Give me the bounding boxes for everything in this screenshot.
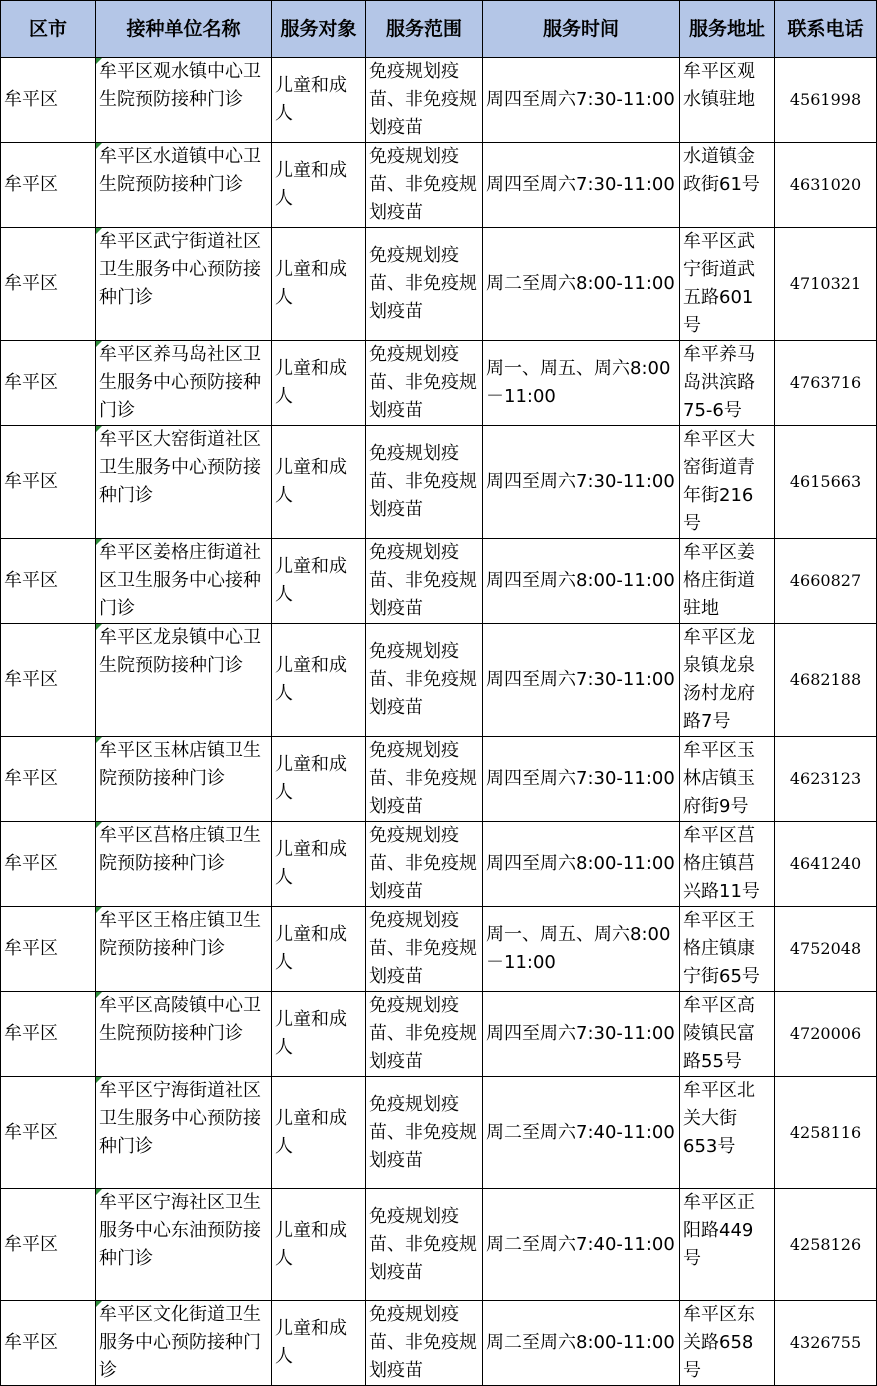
cell-city: 牟平区 (1, 341, 96, 426)
cell-time: 周二至周六8:00-11:00 (483, 228, 680, 341)
cell-unit-name: 牟平区武宁街道社区卫生服务中心预防接种门诊 (96, 228, 272, 341)
cell-phone: 4561998 (775, 58, 877, 143)
cell-phone: 4641240 (775, 822, 877, 907)
cell-phone: 4258126 (775, 1189, 877, 1301)
table-row (1, 624, 877, 737)
cell-unit-name: 牟平区王格庄镇卫生院预防接种门诊 (96, 907, 272, 992)
cell-phone: 4660827 (775, 539, 877, 624)
cell-scope: 免疫规划疫苗、非免疫规划疫苗 (366, 1077, 483, 1189)
cell-phone: 4326755 (775, 1301, 877, 1386)
cell-city: 牟平区 (1, 1301, 96, 1386)
cell-unit-name: 牟平区观水镇中心卫生院预防接种门诊 (96, 58, 272, 143)
table-row (1, 539, 877, 624)
cell-phone: 4752048 (775, 907, 877, 992)
cell-target: 儿童和成人 (272, 1189, 366, 1301)
cell-city: 牟平区 (1, 228, 96, 341)
cell-address: 牟平区高陵镇民富路55号 (680, 992, 775, 1077)
cell-phone: 4720006 (775, 992, 877, 1077)
cell-scope: 免疫规划疫苗、非免疫规划疫苗 (366, 1301, 483, 1386)
cell-address: 牟平区玉林店镇玉府街9号 (680, 737, 775, 822)
cell-scope: 免疫规划疫苗、非免疫规划疫苗 (366, 624, 483, 737)
header-phone: 联系电话 (775, 1, 877, 58)
table-row (1, 228, 877, 341)
cell-target: 儿童和成人 (272, 624, 366, 737)
cell-target: 儿童和成人 (272, 1077, 366, 1189)
table-row (1, 341, 877, 426)
table-body (1, 58, 877, 1386)
header-unit-name: 接种单位名称 (96, 1, 272, 58)
cell-city: 牟平区 (1, 737, 96, 822)
cell-target: 儿童和成人 (272, 228, 366, 341)
table-row (1, 907, 877, 992)
cell-time: 周二至周六8:00-11:00 (483, 1301, 680, 1386)
cell-phone: 4710321 (775, 228, 877, 341)
cell-scope: 免疫规划疫苗、非免疫规划疫苗 (366, 1189, 483, 1301)
header-address: 服务地址 (680, 1, 775, 58)
cell-phone: 4623123 (775, 737, 877, 822)
cell-unit-name: 牟平区养马岛社区卫生服务中心预防接种门诊 (96, 341, 272, 426)
cell-target: 儿童和成人 (272, 539, 366, 624)
cell-time: 周四至周六8:00-11:00 (483, 822, 680, 907)
cell-phone: 4763716 (775, 341, 877, 426)
table-row (1, 992, 877, 1077)
cell-unit-name: 牟平区文化街道卫生服务中心预防接种门诊 (96, 1301, 272, 1386)
table-row (1, 143, 877, 228)
cell-phone: 4682188 (775, 624, 877, 737)
cell-time: 周四至周六7:30-11:00 (483, 58, 680, 143)
cell-scope: 免疫规划疫苗、非免疫规划疫苗 (366, 341, 483, 426)
cell-address: 牟平区北关大街653号 (680, 1077, 775, 1189)
cell-unit-name: 牟平区高陵镇中心卫生院预防接种门诊 (96, 992, 272, 1077)
cell-target: 儿童和成人 (272, 58, 366, 143)
cell-scope: 免疫规划疫苗、非免疫规划疫苗 (366, 228, 483, 341)
cell-unit-name: 牟平区水道镇中心卫生院预防接种门诊 (96, 143, 272, 228)
cell-unit-name: 牟平区莒格庄镇卫生院预防接种门诊 (96, 822, 272, 907)
cell-city: 牟平区 (1, 907, 96, 992)
cell-address: 牟平区观水镇驻地 (680, 58, 775, 143)
cell-scope: 免疫规划疫苗、非免疫规划疫苗 (366, 907, 483, 992)
table-row (1, 1077, 877, 1189)
cell-address: 牟平区王格庄镇康宁街65号 (680, 907, 775, 992)
cell-city: 牟平区 (1, 58, 96, 143)
cell-unit-name: 牟平区大窑街道社区卫生服务中心预防接种门诊 (96, 426, 272, 539)
cell-unit-name: 牟平区宁海街道社区卫生服务中心预防接种门诊 (96, 1077, 272, 1189)
header-city: 区市 (1, 1, 96, 58)
cell-address: 牟平区姜格庄街道驻地 (680, 539, 775, 624)
table-row (1, 822, 877, 907)
cell-time: 周四至周六7:30-11:00 (483, 737, 680, 822)
header-row (1, 1, 877, 58)
cell-address: 牟平区龙泉镇龙泉汤村龙府路7号 (680, 624, 775, 737)
cell-target: 儿童和成人 (272, 992, 366, 1077)
header-time: 服务时间 (483, 1, 680, 58)
cell-time: 周四至周六7:30-11:00 (483, 992, 680, 1077)
table-row (1, 426, 877, 539)
table-row (1, 1189, 877, 1301)
cell-city: 牟平区 (1, 992, 96, 1077)
cell-city: 牟平区 (1, 1077, 96, 1189)
table-row (1, 58, 877, 143)
cell-time: 周四至周六8:00-11:00 (483, 539, 680, 624)
cell-unit-name: 牟平区龙泉镇中心卫生院预防接种门诊 (96, 624, 272, 737)
cell-scope: 免疫规划疫苗、非免疫规划疫苗 (366, 992, 483, 1077)
cell-time: 周四至周六7:30-11:00 (483, 624, 680, 737)
cell-target: 儿童和成人 (272, 1301, 366, 1386)
table-row (1, 737, 877, 822)
cell-target: 儿童和成人 (272, 822, 366, 907)
cell-address: 水道镇金政街61号 (680, 143, 775, 228)
cell-target: 儿童和成人 (272, 143, 366, 228)
cell-target: 儿童和成人 (272, 907, 366, 992)
cell-city: 牟平区 (1, 539, 96, 624)
cell-address: 牟平区东关路658号 (680, 1301, 775, 1386)
cell-address: 牟平养马岛洪滨路75-6号 (680, 341, 775, 426)
header-scope: 服务范围 (366, 1, 483, 58)
cell-target: 儿童和成人 (272, 737, 366, 822)
cell-time: 周四至周六7:30-11:00 (483, 143, 680, 228)
cell-scope: 免疫规划疫苗、非免疫规划疫苗 (366, 737, 483, 822)
cell-time: 周一、周五、周六8:00－11:00 (483, 341, 680, 426)
cell-city: 牟平区 (1, 1189, 96, 1301)
cell-time: 周一、周五、周六8:00－11:00 (483, 907, 680, 992)
cell-target: 儿童和成人 (272, 341, 366, 426)
cell-unit-name: 牟平区姜格庄街道社区卫生服务中心接种门诊 (96, 539, 272, 624)
cell-time: 周二至周六7:40-11:00 (483, 1189, 680, 1301)
cell-scope: 免疫规划疫苗、非免疫规划疫苗 (366, 426, 483, 539)
cell-time: 周二至周六7:40-11:00 (483, 1077, 680, 1189)
cell-scope: 免疫规划疫苗、非免疫规划疫苗 (366, 539, 483, 624)
cell-phone: 4615663 (775, 426, 877, 539)
cell-city: 牟平区 (1, 426, 96, 539)
cell-address: 牟平区武宁街道武五路601号 (680, 228, 775, 341)
cell-phone: 4258116 (775, 1077, 877, 1189)
cell-unit-name: 牟平区玉林店镇卫生院预防接种门诊 (96, 737, 272, 822)
cell-city: 牟平区 (1, 822, 96, 907)
cell-address: 牟平区大窑街道青年街216号 (680, 426, 775, 539)
cell-address: 牟平区正阳路449号 (680, 1189, 775, 1301)
cell-scope: 免疫规划疫苗、非免疫规划疫苗 (366, 58, 483, 143)
cell-unit-name: 牟平区宁海社区卫生服务中心东油预防接种门诊 (96, 1189, 272, 1301)
cell-phone: 4631020 (775, 143, 877, 228)
cell-time: 周四至周六7:30-11:00 (483, 426, 680, 539)
cell-scope: 免疫规划疫苗、非免疫规划疫苗 (366, 822, 483, 907)
cell-scope: 免疫规划疫苗、非免疫规划疫苗 (366, 143, 483, 228)
header-target: 服务对象 (272, 1, 366, 58)
cell-address: 牟平区莒格庄镇莒兴路11号 (680, 822, 775, 907)
cell-city: 牟平区 (1, 143, 96, 228)
cell-target: 儿童和成人 (272, 426, 366, 539)
cell-city: 牟平区 (1, 624, 96, 737)
